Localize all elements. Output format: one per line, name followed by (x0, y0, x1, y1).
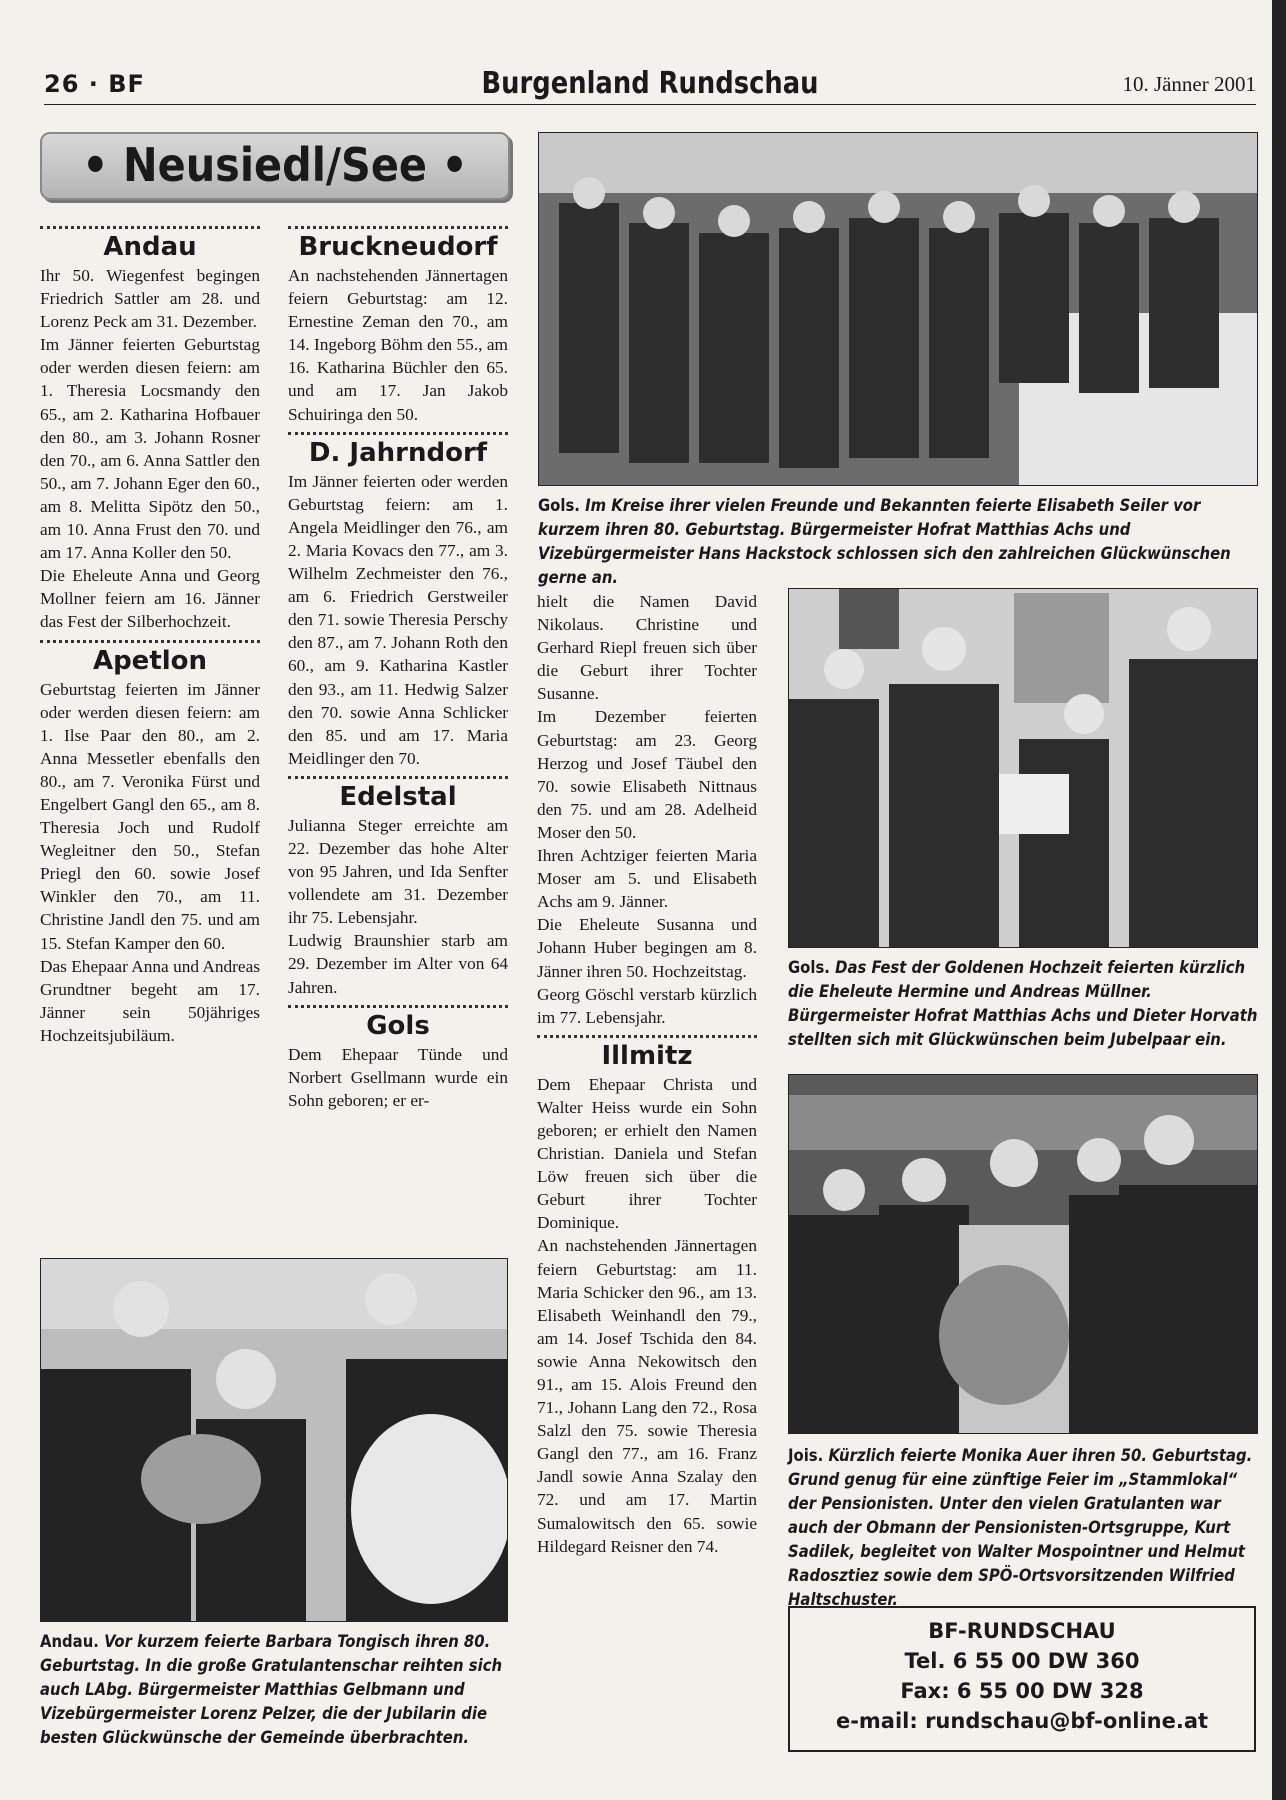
column-1 (40, 226, 260, 1047)
article-text: Im Dezember feierten Geburtstag: am 23. Georg Herzog und Josef Täubel den 70. sowie Elisabeth Nittnaus den 75. und am 28. Adelheid Moser den 50. (537, 707, 757, 842)
caption-place: Gols. (538, 496, 580, 515)
article-text: An nachstehenden Jännertagen feiern Geburtstag: am 11. Maria Schicker den 96., am 13. Elisabeth Weinhandl den 79., am 14. Josef Tschida den 84. sowie Anna Nekowitsch den 91., am 15. Alois Freund den 71., Johann Lang den 72., Rosa Salzl den 75. sowie Theresia Gangl den 77., am 16. Franz Jandl sowie Anna Szalay den 72. und am 17. Martin Sumalowitsch den 65. sowie Hildegard Reisner den 74. (537, 1236, 757, 1556)
article-title-djahrndorf: D. Jahrndorf (308, 437, 488, 468)
article-title-andau: Andau (103, 232, 197, 262)
dotted-divider (288, 226, 508, 229)
article-text: Julianna Steger erreichte am 22. Dezember das hohe Alter von 95 Jahren, und Ida Senfter vollendete am 31. Dezember ihr 75. Lebensjahr. (288, 815, 508, 928)
contact-email: e-mail: rundschau@bf-online.at (835, 1709, 1209, 1733)
caption-gols-golden-wedding (788, 956, 1258, 1052)
article-title-gols: Gols (366, 1010, 430, 1041)
photo-andau (40, 1258, 508, 1622)
article-title-illmitz: Illmitz (601, 1040, 693, 1071)
section-title: • Neusiedl/See • (82, 138, 468, 192)
photo-gols-group (538, 132, 1258, 486)
article-text: Im Jänner feierten Geburtstag oder werden diesen feiern: am 1. Theresia Locsmandy den 65., am 2. Katharina Hofbauer den 80., am 3. Johann Rosner den 70., am 6. Anna Sattler den 50., am 7. Johann Eger den 60., am 8. Melitta Sipötz den 50., am 10. Anna Frust den 70. und am 17. Anna Koller den 50. (40, 335, 260, 563)
photo-image (41, 1259, 507, 1621)
article-title-edelstal: Edelstal (339, 781, 457, 812)
caption-text: Im Kreise ihrer vielen Freunde und Bekannten feierte Elisabeth Seiler vor kurzem ihren 80. Geburtstag. Bürgermeister Hofrat Matthias Achs und Vizebürgermeister Hans Hackstock schlossen sich den zahlreichen Glückwünschen gerne an. (538, 496, 1231, 587)
article-text: hielt die Namen David Nikolaus. Christine und Gerhard Riepl freuen sich über die Geburt ihrer Tochter Susanne. (537, 592, 757, 704)
photo-gols-golden-wedding (788, 588, 1258, 948)
page-header (44, 66, 1256, 105)
caption-text: Kürzlich feierte Monika Auer ihren 50. Geburtstag. Grund genug für eine zünftige Feier im „Stammlokal“ der Pensionisten. Unter den vielen Gratulanten war auch der Obmann der Pensionisten-Ortsgruppe, Kurt Sadilek, begleitet von Walter Mospointner und Helmut Radosztiez sowie dem SPÖ-Ortsvorsitzenden Wilfried Haltschuster. (788, 1446, 1253, 1609)
photo-image (789, 1075, 1257, 1433)
dotted-divider (40, 640, 260, 643)
dotted-divider (288, 776, 508, 779)
contact-phone: Tel. 6 55 00 DW 360 (904, 1649, 1140, 1673)
photo-image (789, 589, 1257, 947)
section-banner (40, 132, 510, 200)
page-number: 26 · BF (44, 70, 145, 98)
article-text: Die Eheleute Susanna und Johann Huber begingen am 8. Jänner ihren 50. Hochzeitstag. (537, 915, 757, 981)
contact-title: BF-RUNDSCHAU (928, 1619, 1116, 1643)
contact-fax: Fax: 6 55 00 DW 328 (900, 1679, 1144, 1703)
article-title-bruckneudorf: Bruckneudorf (298, 232, 498, 262)
caption-gols-group (538, 494, 1260, 590)
caption-text: Vor kurzem feierte Barbara Tongisch ihren 80. Geburtstag. In die große Gratulantenschar reihten sich auch LAbg. Bürgermeister Matthias Gelbmann und Vizebürgermeister Lorenz Pelzer, die der Jubilarin die besten Glückwünsche der Gemeinde überbrachten. (40, 1632, 503, 1747)
caption-text: Das Fest der Goldenen Hochzeit feierten kürzlich die Eheleute Hermine und Andreas Müllner. Bürgermeister Hofrat Matthias Achs und Dieter Horvath stellten sich mit Glückwünschen beim Jubelpaar ein. (788, 958, 1258, 1049)
photo-image (539, 133, 1257, 485)
article-text: Dem Ehepaar Tünde und Norbert Gsellmann wurde ein Sohn geboren; er er- (288, 1044, 508, 1110)
caption-jois (788, 1444, 1258, 1612)
article-text: An nachstehenden Jännertagen feiern Geburtstag: am 12. Ernestine Zeman den 70., am 14. Ingeborg Böhm den 55., am 16. Katharina Büchler den 65. und am 17. Jan Jakob Schuiringa den 50. (288, 266, 508, 424)
column-3 (537, 590, 757, 1558)
page-edge-shadow (1272, 0, 1286, 1800)
caption-andau (40, 1630, 506, 1750)
newspaper-title: Burgenland Rundschau (481, 66, 819, 101)
issue-date: 10. Jänner 2001 (1122, 72, 1256, 96)
article-text: Im Jänner feierten oder werden Geburtstag feiern: am 1. Angela Meidlinger den 76., am 2. Maria Kovacs den 77., am 3. Wilhelm Zechmeister den 76., am 6. Friedrich Gerstweiler den 71. sowie Theresia Perschy den 87., am 7. Johann Roth den 60., am 9. Katharina Kastler den 93., am 11. Hedwig Salzer den 70. sowie Anna Schlicker den 85. und am 17. Maria Meidlinger den 70. (288, 471, 508, 768)
article-text: Georg Göschl verstarb kürzlich im 77. Lebensjahr. (537, 984, 757, 1027)
article-text: Ihren Achtziger feierten Maria Moser am 5. und Elisabeth Achs am 9. Jänner. (537, 846, 757, 912)
article-text: Die Eheleute Anna und Georg Mollner feiern am 16. Jänner das Fest der Silberhochzeit. (40, 566, 260, 632)
dotted-divider (288, 432, 508, 435)
contact-box (788, 1606, 1256, 1752)
dotted-divider (288, 1005, 508, 1008)
photo-jois (788, 1074, 1258, 1434)
article-text: Das Ehepaar Anna und Andreas Grundtner begeht am 17. Jänner sein 50jähriges Hochzeitsjubiläum. (40, 956, 260, 1045)
article-title-apetlon: Apetlon (92, 645, 208, 676)
caption-place: Jois. (788, 1446, 824, 1465)
article-text: Dem Ehepaar Christa und Walter Heiss wurde ein Sohn geboren; er erhielt den Namen Christian. Daniela und Stefan Löw freuen sich über die Geburt ihrer Tochter Dominique. (537, 1074, 757, 1233)
dotted-divider (537, 1035, 757, 1038)
caption-place: Gols. (788, 958, 830, 977)
article-text: Ludwig Braunshier starb am 29. Dezember im Alter von 64 Jahren. (288, 931, 508, 997)
caption-place: Andau. (40, 1632, 99, 1651)
article-text: Geburtstag feierten im Jänner oder werden diesen feiern: am 1. Ilse Paar den 80., am 2. Anna Messetler ebenfalls den 80., am 7. Veronika Fürst und Engelbert Gangl den 65., am 8. Theresia Joch und Rudolf Wegleitner den 50., Stefan Priegl den 60. sowie Josef Winkler den 70., am 11. Christine Jandl den 75. und am 15. Stefan Kamper den 60. (40, 679, 260, 953)
article-text: Ihr 50. Wiegenfest begingen Friedrich Sattler am 28. und Lorenz Peck am 31. Dezember. (40, 266, 260, 332)
column-2 (288, 226, 508, 1112)
dotted-divider (40, 226, 260, 229)
